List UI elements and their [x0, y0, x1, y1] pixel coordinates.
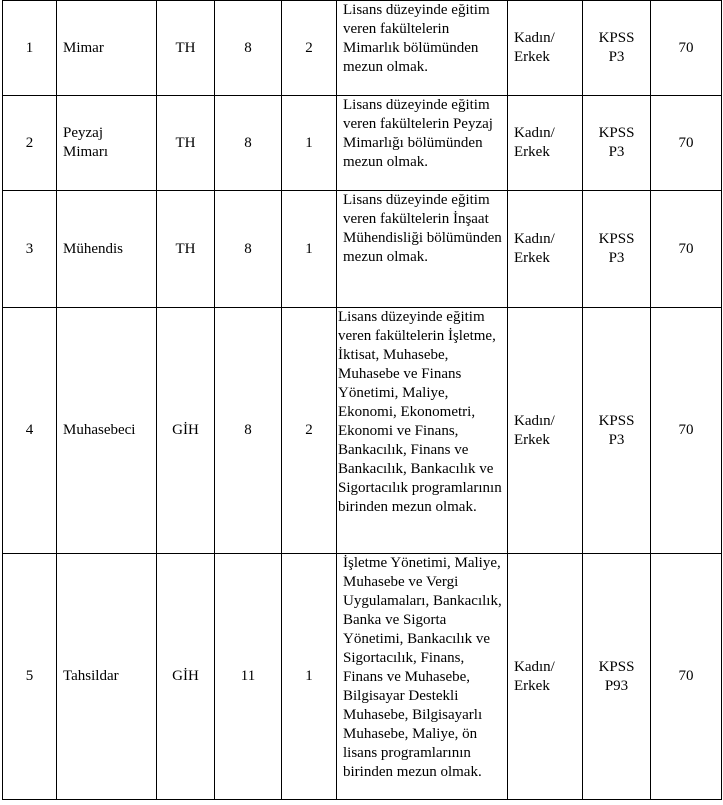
service-class: GİH [157, 308, 215, 554]
exam-line-1: KPSS [598, 658, 635, 675]
requirement-text [337, 308, 508, 554]
table-row [3, 1, 722, 96]
min-score: 70 [651, 191, 722, 308]
gender-line-1: Kadın/ [514, 412, 555, 429]
gender-line-2: Erkek [514, 250, 550, 266]
position-title: Tahsildar [57, 554, 157, 800]
exam-line-1: KPSS [598, 412, 635, 429]
position-title-line-1: Peyzaj [63, 125, 103, 141]
gender-cell [508, 96, 583, 191]
position-title: Mimar [57, 1, 157, 96]
min-score: 70 [651, 308, 722, 554]
grade: 11 [215, 554, 282, 800]
service-class: GİH [157, 554, 215, 800]
grade: 8 [215, 191, 282, 308]
min-score: 70 [651, 554, 722, 800]
gender-line-2: Erkek [514, 49, 550, 65]
requirement-text-content: İşletme Yönetimi, Maliye, Muhasebe ve Vergi Uygulamaları, Bankacılık, Banka ve Sigorta Yönetimi, Bankacılık ve Sigortacılık, Finans, Finans ve Muhasebe, Bilgisayar Destekli Muhasebe, Bilgisayarlı Muhasebe, Maliye, ön lisans programlarının birinden mezun olmak. [343, 555, 502, 780]
row-number: 5 [3, 554, 57, 800]
exam-cell [583, 1, 651, 96]
position-title [57, 96, 157, 191]
requirement-text [337, 96, 508, 191]
requirement-text-content: Lisans düzeyinde eğitim veren fakültelerin İşletme, İktisat, Muhasebe, Muhasebe ve Finans Yönetimi, Maliye, Ekonomi, Ekonometri, Ekonomi ve Finans, Bankacılık, Finans ve Bankacılık, Bankacılık ve Sigortacılık programlarının birinden mezun olmak. [338, 309, 502, 515]
exam-line-1: KPSS [598, 231, 635, 247]
gender-cell [508, 308, 583, 554]
exam-line-2: P3 [608, 431, 625, 448]
position-count: 1 [282, 554, 337, 800]
requirement-text-content: Lisans düzeyinde eğitim veren fakültelerin İnşaat Mühendisliği bölümünden mezun olmak. [343, 192, 502, 265]
exam-cell [583, 308, 651, 554]
row-number: 1 [3, 1, 57, 96]
row-number: 4 [3, 308, 57, 554]
requirement-text-content: Lisans düzeyinde eğitim veren fakültelerin Peyzaj Mimarlığı bölümünden mezun olmak. [343, 97, 493, 170]
min-score: 70 [651, 1, 722, 96]
table-row [3, 191, 722, 308]
position-count: 1 [282, 191, 337, 308]
table-row [3, 308, 722, 554]
gender-cell [508, 191, 583, 308]
position-title-line-2: Mimarı [63, 144, 108, 160]
exam-line-2: P3 [608, 144, 625, 160]
row-number: 2 [3, 96, 57, 191]
positions-table [2, 0, 722, 800]
exam-line-2: P3 [608, 49, 625, 65]
table-row [3, 554, 722, 800]
position-title: Muhasebeci [57, 308, 157, 554]
gender-line-2: Erkek [514, 144, 550, 160]
gender-cell [508, 554, 583, 800]
gender-line-2: Erkek [514, 431, 550, 448]
position-title: Mühendis [57, 191, 157, 308]
gender-line-1: Kadın/ [514, 125, 555, 141]
requirement-text-content: Lisans düzeyinde eğitim veren fakültelerin Mimarlık bölümünden mezun olmak. [343, 2, 490, 75]
requirement-text [337, 1, 508, 96]
row-number: 3 [3, 191, 57, 308]
exam-cell [583, 554, 651, 800]
exam-cell [583, 191, 651, 308]
service-class: TH [157, 191, 215, 308]
position-count: 2 [282, 308, 337, 554]
min-score: 70 [651, 96, 722, 191]
service-class: TH [157, 96, 215, 191]
grade: 8 [215, 96, 282, 191]
gender-line-2: Erkek [514, 677, 550, 694]
table-row [3, 96, 722, 191]
gender-cell [508, 1, 583, 96]
exam-line-2: P3 [608, 250, 625, 266]
gender-line-1: Kadın/ [514, 658, 555, 675]
position-count: 2 [282, 1, 337, 96]
gender-line-1: Kadın/ [514, 231, 555, 247]
service-class: TH [157, 1, 215, 96]
requirement-text [337, 554, 508, 800]
exam-line-2: P93 [604, 677, 629, 694]
grade: 8 [215, 308, 282, 554]
requirement-text [337, 191, 508, 308]
gender-line-1: Kadın/ [514, 30, 555, 46]
position-count: 1 [282, 96, 337, 191]
grade: 8 [215, 1, 282, 96]
exam-line-1: KPSS [598, 125, 635, 141]
exam-cell [583, 96, 651, 191]
exam-line-1: KPSS [598, 30, 635, 46]
